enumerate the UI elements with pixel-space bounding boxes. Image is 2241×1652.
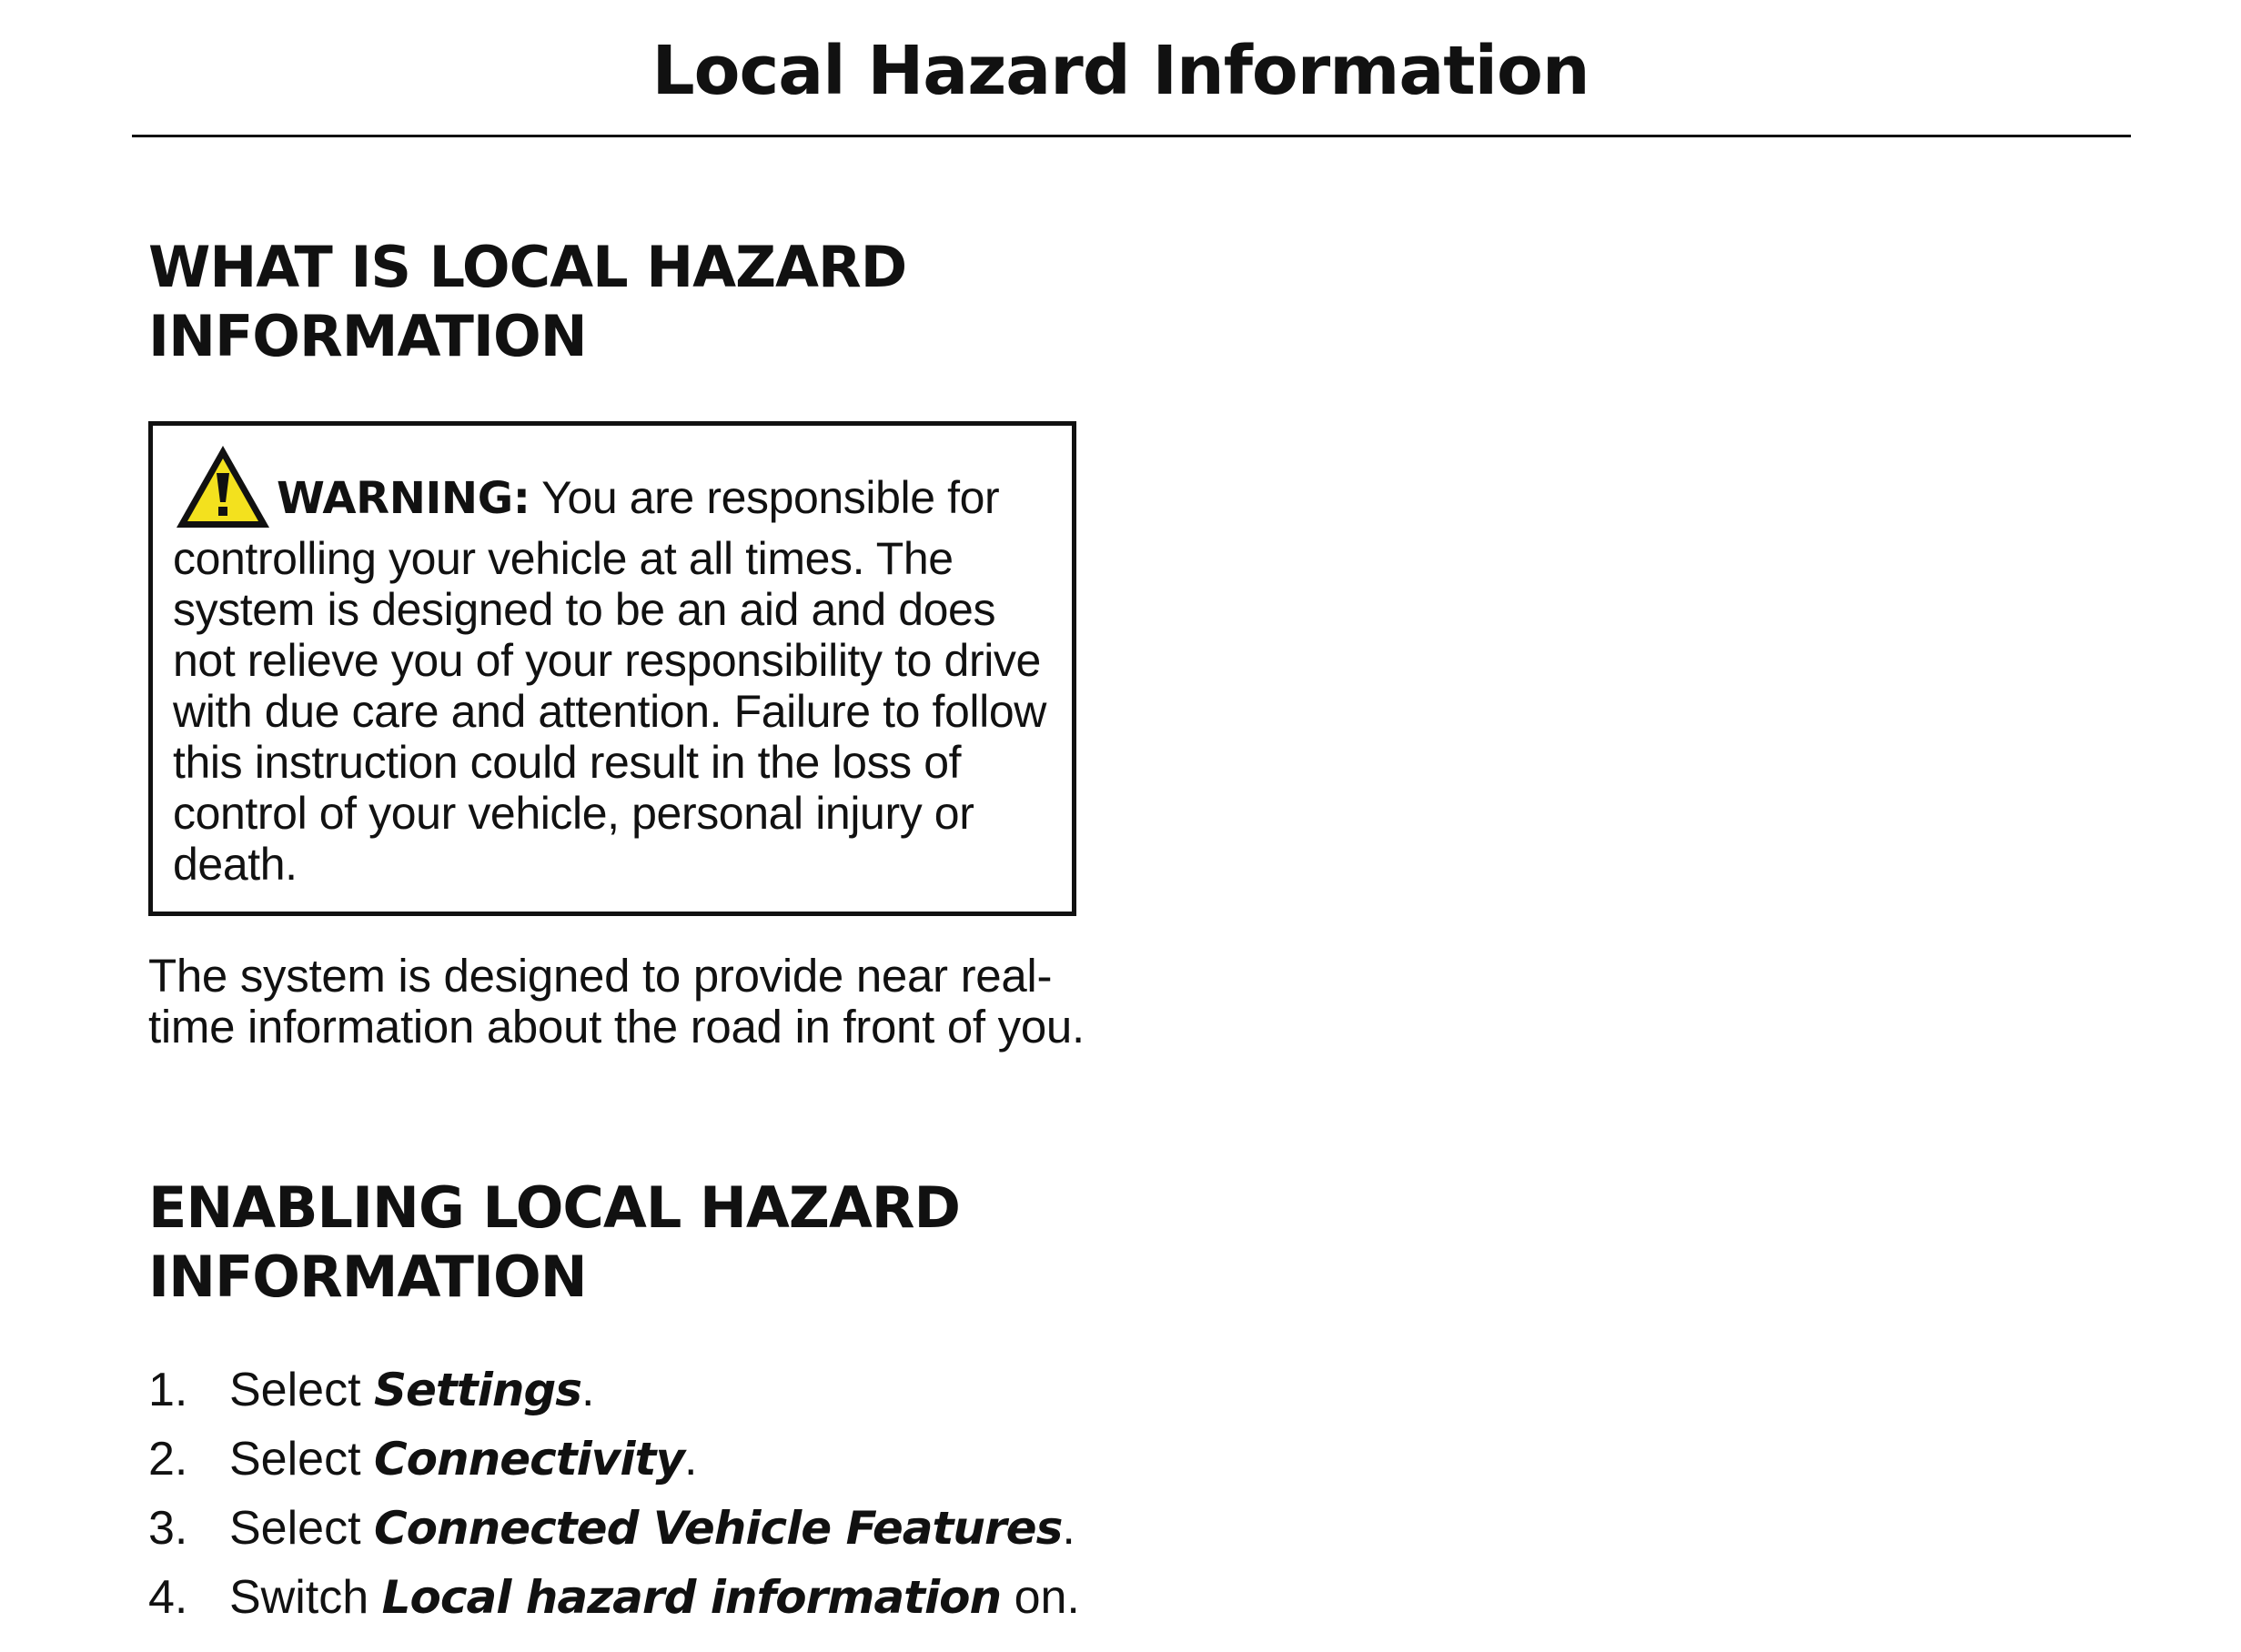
step-number: 1.: [148, 1364, 188, 1416]
section-heading-what-is-line1: WHAT IS LOCAL HAZARD: [148, 234, 907, 300]
step-suffix: .: [1062, 1502, 1075, 1555]
warning-box: [148, 421, 1076, 916]
step-target: Settings: [373, 1364, 581, 1416]
section-heading-what-is: [148, 233, 1149, 371]
step-target: Connectivity: [373, 1433, 685, 1486]
list-item: [148, 1425, 1240, 1494]
step-verb: Select: [229, 1433, 361, 1486]
step-verb: Select: [229, 1502, 361, 1555]
step-verb: Switch: [229, 1571, 369, 1624]
step-target: Local hazard information: [381, 1571, 1002, 1624]
header-divider: [132, 135, 2131, 137]
list-item: [148, 1494, 1240, 1563]
step-verb: Select: [229, 1364, 361, 1416]
description-paragraph: The system is designed to provide near real-time information about the road in front of you.: [148, 950, 1085, 1053]
section-heading-enabling-line1: ENABLING LOCAL HAZARD: [148, 1174, 961, 1241]
section-heading-enabling: [148, 1174, 1149, 1312]
section-heading-what-is-line2: INFORMATION: [148, 303, 587, 369]
section-heading-enabling-line2: INFORMATION: [148, 1244, 587, 1310]
step-suffix: on.: [1014, 1571, 1080, 1624]
step-suffix: .: [684, 1433, 698, 1486]
page-title: Local Hazard Information: [651, 32, 1590, 110]
warning-body: You are responsible for controlling your vehicle at all times. The system is designed to be an aid and does not relieve you of your responsibility to drive with due care and attention. Failure to follow this instruction could result in the loss of control of your vehicle, personal injury or death.: [173, 472, 1046, 890]
list-item: [148, 1563, 1240, 1632]
warning-text: [173, 442, 1055, 890]
warning-label: WARNING:: [277, 473, 530, 524]
step-suffix: .: [581, 1364, 595, 1416]
list-item: [148, 1355, 1240, 1425]
step-number: 4.: [148, 1571, 188, 1624]
step-number: 3.: [148, 1502, 188, 1555]
step-number: 2.: [148, 1433, 188, 1486]
step-target: Connected Vehicle Features: [373, 1502, 1063, 1555]
steps-list: [148, 1355, 1240, 1632]
warning-triangle-icon: [173, 442, 273, 533]
